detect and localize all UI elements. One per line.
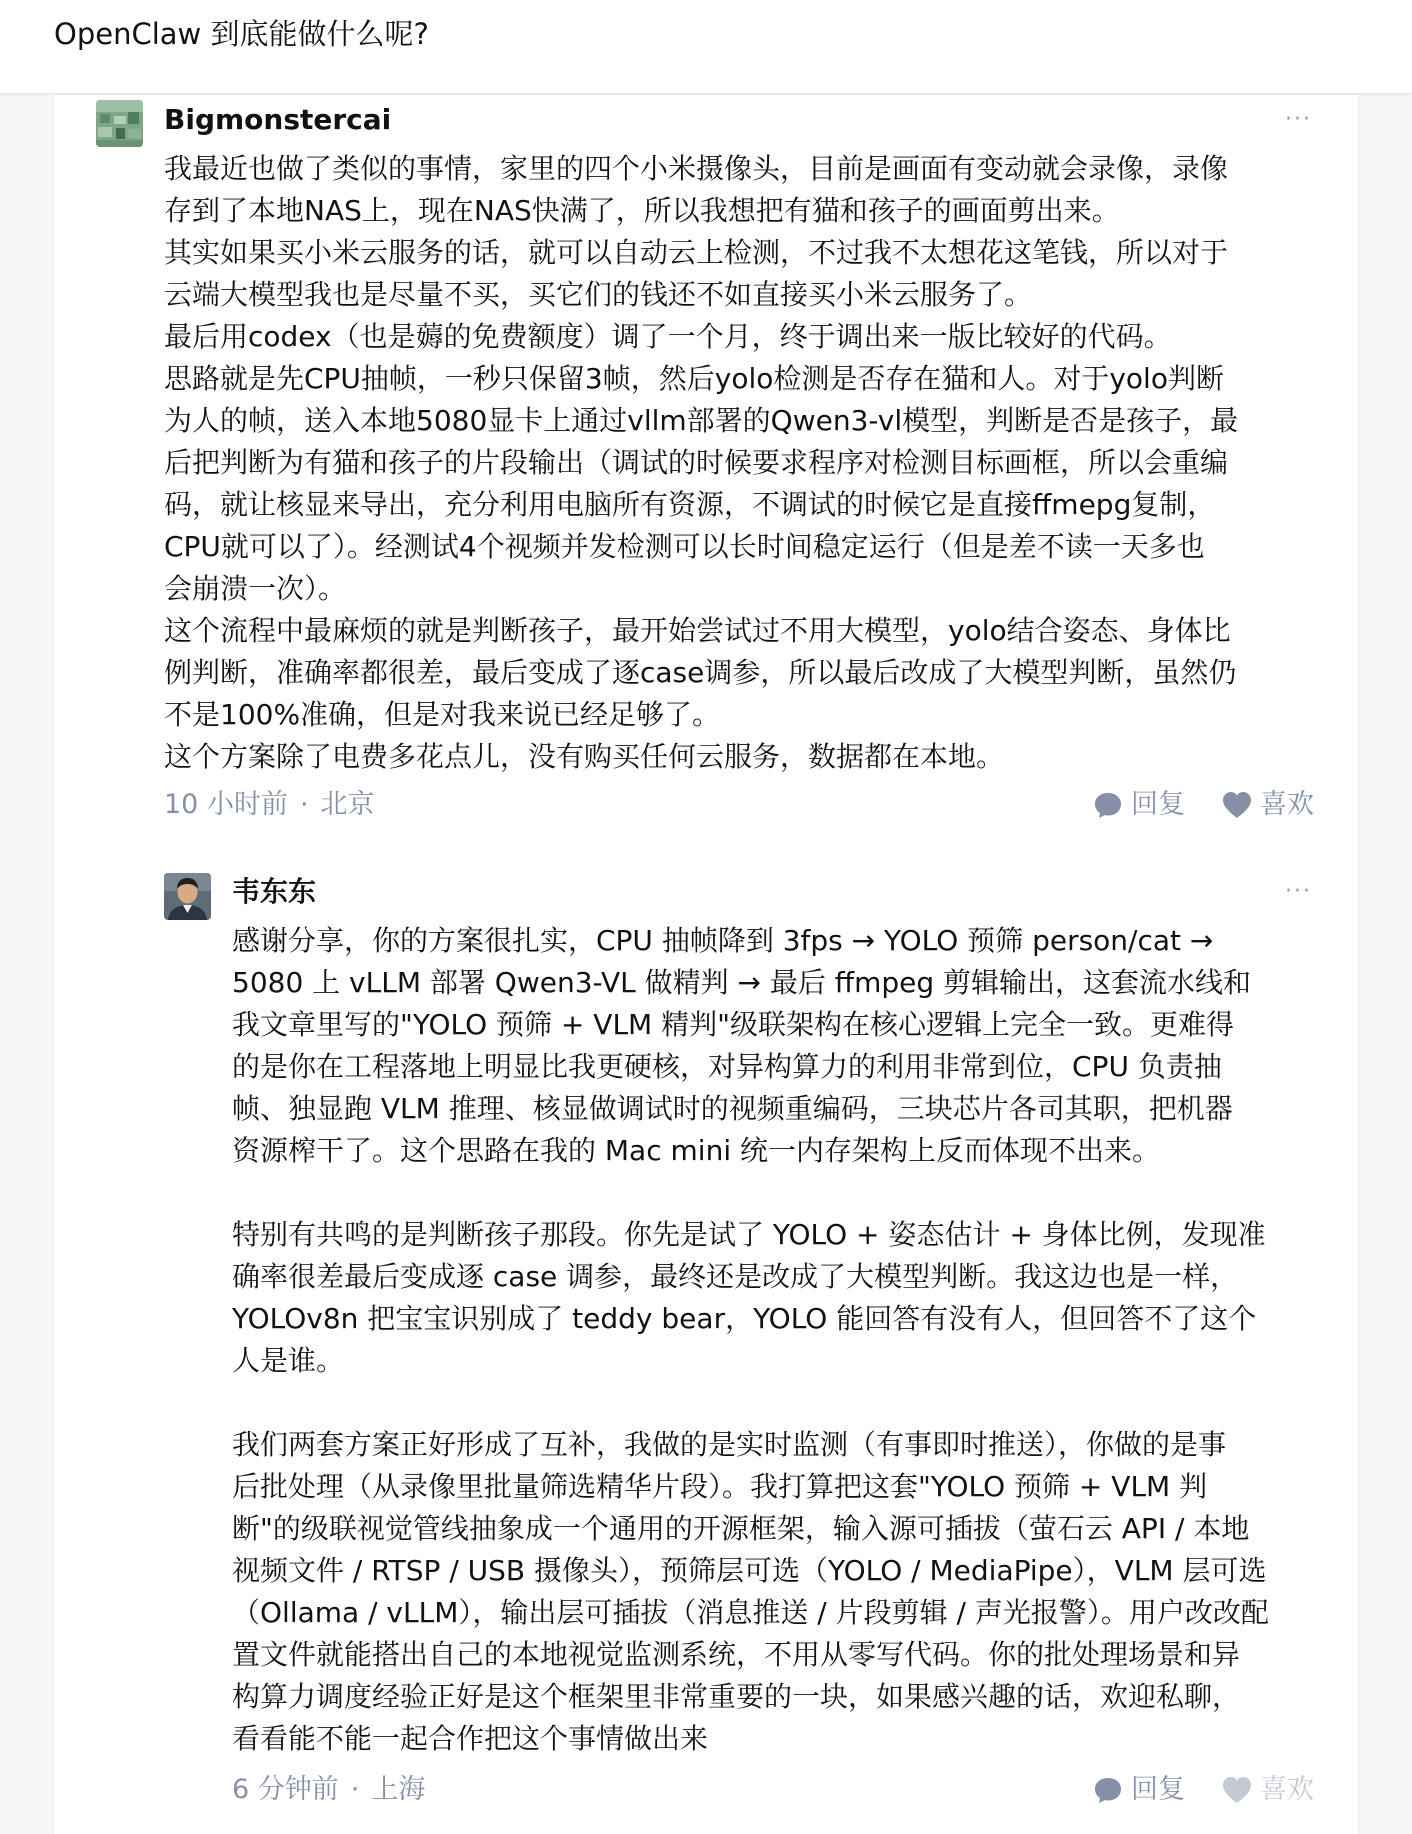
- more-dots-icon[interactable]: ···: [1285, 879, 1312, 904]
- comment-line: 视频文件 / RTSP / USB 摄像头），预筛层可选（YOLO / MediaPipe），VLM 层可选: [232, 1554, 1267, 1587]
- top-bar: [0, 0, 1412, 94]
- comment-line: 看看能不能一起合作把这个事情做出来: [232, 1722, 709, 1755]
- comment-line: 感谢分享，你的方案很扎实，CPU 抽帧降到 3fps → YOLO 预筛 person/cat →: [232, 924, 1214, 957]
- comment-location: 上海: [371, 1774, 426, 1805]
- person-photo-avatar-icon: [164, 873, 211, 920]
- comment-line: 特别有共鸣的是判断孩子那段。你先是试了 YOLO + 姿态估计 + 身体比例，发现准: [232, 1218, 1266, 1251]
- comment-line: 其实如果买小米云服务的话，就可以自动云上检测，不过我不太想花这笔钱，所以对于: [164, 236, 1229, 269]
- comment-meta: 6 分钟前 · 上海: [232, 1774, 426, 1805]
- comment-line: 例判断，准确率都很差，最后变成了逐case调参，所以最后改成了大模型判断，虽然仍: [164, 656, 1237, 689]
- comment-line: 这个方案除了电费多花点儿，没有购买任何云服务，数据都在本地。: [164, 740, 1005, 773]
- comment-line: 断"的级联视觉管线抽象成一个通用的开源框架，输入源可插拔（萤石云 API / 本地: [232, 1512, 1250, 1545]
- comment-author[interactable]: Bigmonstercai: [164, 103, 392, 136]
- reply-button[interactable]: [1093, 785, 1185, 825]
- like-label: 喜欢: [1260, 789, 1314, 820]
- comment-line: 云端大模型我也是尽量不买，买它们的钱还不如直接买小米云服务了。: [164, 278, 1033, 311]
- comment-line: 我们两套方案正好形成了互补，我做的是实时监测（有事即时推送），你做的是事: [232, 1428, 1227, 1461]
- comment-line: 这个流程中最麻烦的就是判断孩子，最开始尝试过不用大模型，yolo结合姿态、身体比: [164, 614, 1231, 647]
- comment-line: 存到了本地NAS上，现在NAS快满了，所以我想把有猫和孩子的画面剪出来。: [164, 194, 1120, 227]
- comment-line: 为人的帧，送入本地5080显卡上通过vllm部署的Qwen3-vl模型，判断是否是孩子，最: [164, 404, 1239, 437]
- reply-button[interactable]: [1093, 1770, 1185, 1810]
- comment-line: 资源榨干了。这个思路在我的 Mac mini 统一内存架构上反而体现不出来。: [232, 1134, 1160, 1167]
- comment-author[interactable]: 韦东东: [232, 875, 317, 908]
- comment-line: 帧、独显跑 VLM 推理、核显做调试时的视频重编码，三块芯片各司其职，把机器: [232, 1092, 1233, 1125]
- comment-time: 6 分钟前: [232, 1774, 339, 1805]
- reply-bubble-icon: [1093, 790, 1123, 820]
- comment-time: 10 小时前: [164, 789, 288, 820]
- comment-line: [232, 1172, 1269, 1214]
- reply-label: 回复: [1131, 1774, 1185, 1805]
- comment-line: 我文章里写的"YOLO 预筛 + VLM 精判"级联架构在核心逻辑上完全一致。更难得: [232, 1008, 1234, 1041]
- comment-line: 置文件就能搭出自己的本地视觉监测系统，不用从零写代码。你的批处理场景和异: [232, 1638, 1241, 1671]
- avatar[interactable]: [164, 873, 211, 920]
- comment-line: 人是谁。: [232, 1344, 345, 1377]
- comment-body: [164, 148, 1238, 778]
- more-dots-icon[interactable]: ···: [1285, 107, 1312, 132]
- comment-line: 我最近也做了类似的事情，家里的四个小米摄像头，目前是画面有变动就会录像，录像: [164, 152, 1229, 185]
- like-button[interactable]: [1222, 1770, 1314, 1810]
- comment-line: （Ollama / vLLM），输出层可插拔（消息推送 / 片段剪辑 / 声光报警）。用户改改配: [232, 1596, 1269, 1629]
- question-title[interactable]: OpenClaw 到底能做什么呢?: [54, 17, 429, 51]
- comment-line: 码，就让核显来导出，充分利用电脑所有资源，不调试的时候它是直接ffmepg复制，: [164, 488, 1216, 521]
- comment-body: [232, 920, 1269, 1760]
- heart-icon: [1222, 791, 1252, 819]
- green-texture-avatar-icon: [96, 100, 143, 147]
- reply-bubble-icon: [1093, 1775, 1123, 1805]
- like-button[interactable]: [1222, 785, 1314, 825]
- comment-line: 确率很差最后变成逐 case 调参，最终还是改成了大模型判断。我这边也是一样，: [232, 1260, 1239, 1293]
- comment-line: 思路就是先CPU抽帧，一秒只保留3帧，然后yolo检测是否存在猫和人。对于yolo判断: [164, 362, 1224, 395]
- comment-line: 会崩溃一次）。: [164, 572, 347, 605]
- comment-line: 构算力调度经验正好是这个框架里非常重要的一块，如果感兴趣的话，欢迎私聊，: [232, 1680, 1241, 1713]
- comment-line: 后把判断为有猫和孩子的片段输出（调试的时候要求程序对检测目标画框，所以会重编: [164, 446, 1229, 479]
- comment-line: 不是100%准确，但是对我来说已经足够了。: [164, 698, 721, 731]
- comment-location: 北京: [320, 789, 375, 820]
- comment-line: 的是你在工程落地上明显比我更硬核，对异构算力的利用非常到位，CPU 负责抽: [232, 1050, 1222, 1083]
- comment-meta: 10 小时前 · 北京: [164, 789, 375, 820]
- reply-label: 回复: [1131, 789, 1185, 820]
- like-label: 喜欢: [1260, 1774, 1314, 1805]
- avatar[interactable]: [96, 100, 143, 147]
- comment-line: YOLOv8n 把宝宝识别成了 teddy bear，YOLO 能回答有没有人，但回答不了这个: [232, 1302, 1257, 1335]
- comment-line: 最后用codex（也是薅的免费额度）调了一个月，终于调出来一版比较好的代码。: [164, 320, 1172, 353]
- comment-line: [232, 1382, 1269, 1424]
- heart-icon: [1222, 1776, 1252, 1804]
- comment-line: CPU就可以了）。经测试4个视频并发检测可以长时间稳定运行（但是差不读一天多也: [164, 530, 1205, 563]
- comment-line: 5080 上 vLLM 部署 Qwen3-VL 做精判 → 最后 ffmpeg 剪辑输出，这套流水线和: [232, 966, 1252, 999]
- comment-line: 后批处理（从录像里批量筛选精华片段）。我打算把这套"YOLO 预筛 + VLM 判: [232, 1470, 1208, 1503]
